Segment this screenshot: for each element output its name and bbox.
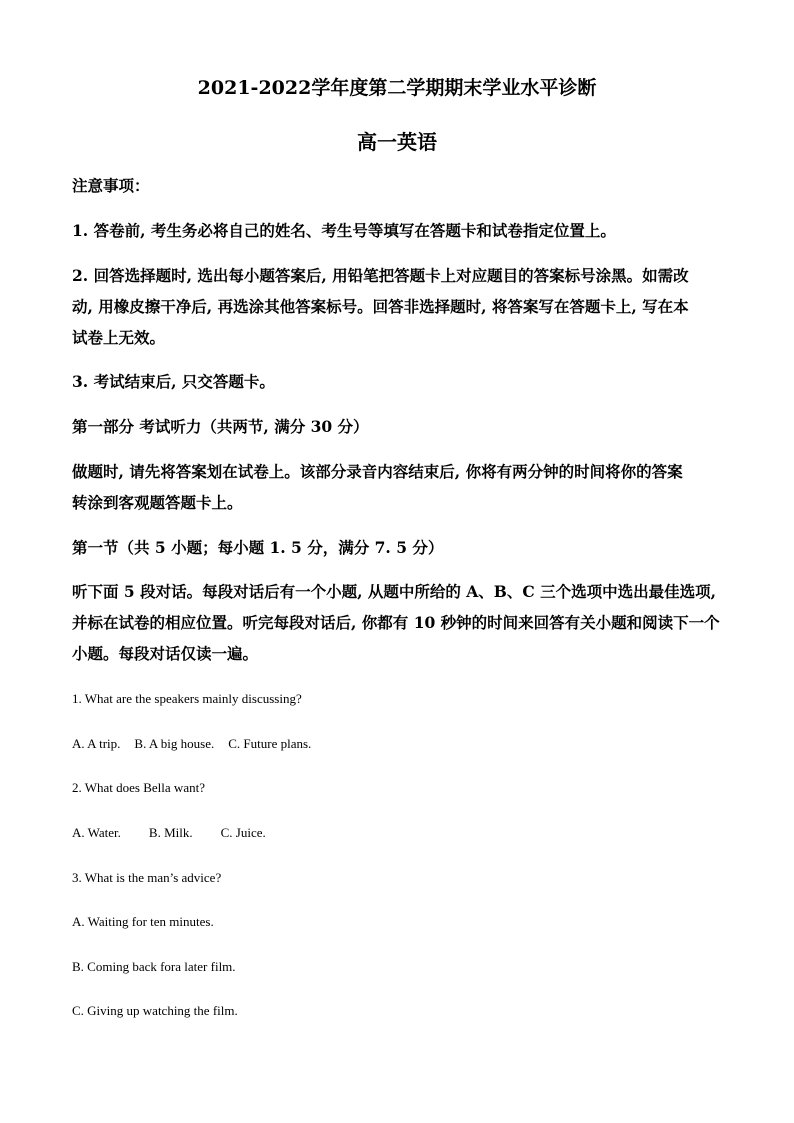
part1-instruction-line-1: 做题时, 请先将答案划在试卷上。该部分录音内容结束后, 你将有两分钟的时间将你的答案	[72, 462, 683, 481]
notice-heading: 注意事项：	[72, 176, 150, 195]
notice-item-2-line-3: 试卷上无效。	[72, 328, 166, 347]
part1-heading: 第一部分 考试听力（共两节, 满分 30 分）	[72, 417, 369, 436]
question-1-options	[72, 735, 325, 753]
question-1-stem: 1. What are the speakers mainly discussing?	[72, 691, 302, 706]
question-2-option-c: C. Juice.	[220, 825, 266, 840]
exam-subject: 高一英语	[357, 130, 437, 154]
question-3-option-b: B. Coming back fora later film.	[72, 959, 236, 974]
question-1-option-a: A. A trip.	[72, 736, 121, 751]
section1-heading: 第一节（共 5 小题；每小题 1. 5 分，满分 7. 5 分）	[72, 538, 444, 557]
question-2-options	[72, 824, 280, 842]
question-3-stem: 3. What is the man’s advice?	[72, 870, 222, 885]
question-1-option-c: C. Future plans.	[228, 736, 312, 751]
question-3-option-a: A. Waiting for ten minutes.	[72, 914, 214, 929]
question-2-option-a: A. Water.	[72, 825, 121, 840]
notice-item-1: 1. 答卷前, 考生务必将自己的姓名、考生号等填写在答题卡和试卷指定位置上。	[72, 221, 616, 240]
section1-instruction-line-1: 听下面 5 段对话。每段对话后有一个小题, 从题中所给的 A、B、C 三个选项中选出最佳选项,	[72, 582, 717, 601]
question-2-option-b: B. Milk.	[148, 825, 193, 840]
notice-item-2-line-1: 2. 回答选择题时, 选出每小题答案后, 用铅笔把答题卡上对应题目的答案标号涂黑。如需改	[72, 266, 689, 285]
section1-instruction-line-2: 并标在试卷的相应位置。听完每段对话后, 你都有 10 秒钟的时间来回答有关小题和阅读下一个	[72, 613, 720, 632]
section1-instruction-line-3: 小题。每段对话仅读一遍。	[72, 644, 259, 663]
question-1-option-b: B. A big house.	[134, 736, 215, 751]
notice-item-3: 3. 考试结束后, 只交答题卡。	[72, 372, 275, 391]
notice-item-2-line-2: 动, 用橡皮擦干净后, 再选涂其他答案标号。回答非选择题时, 将答案写在答题卡上, 写在本	[72, 297, 689, 316]
exam-title: 2021-2022学年度第二学期期末学业水平诊断	[197, 77, 597, 99]
part1-instruction-line-2: 转涂到客观题答题卡上。	[72, 493, 243, 512]
question-2-stem: 2. What does Bella want?	[72, 780, 205, 795]
question-3-option-c: C. Giving up watching the film.	[72, 1003, 238, 1018]
